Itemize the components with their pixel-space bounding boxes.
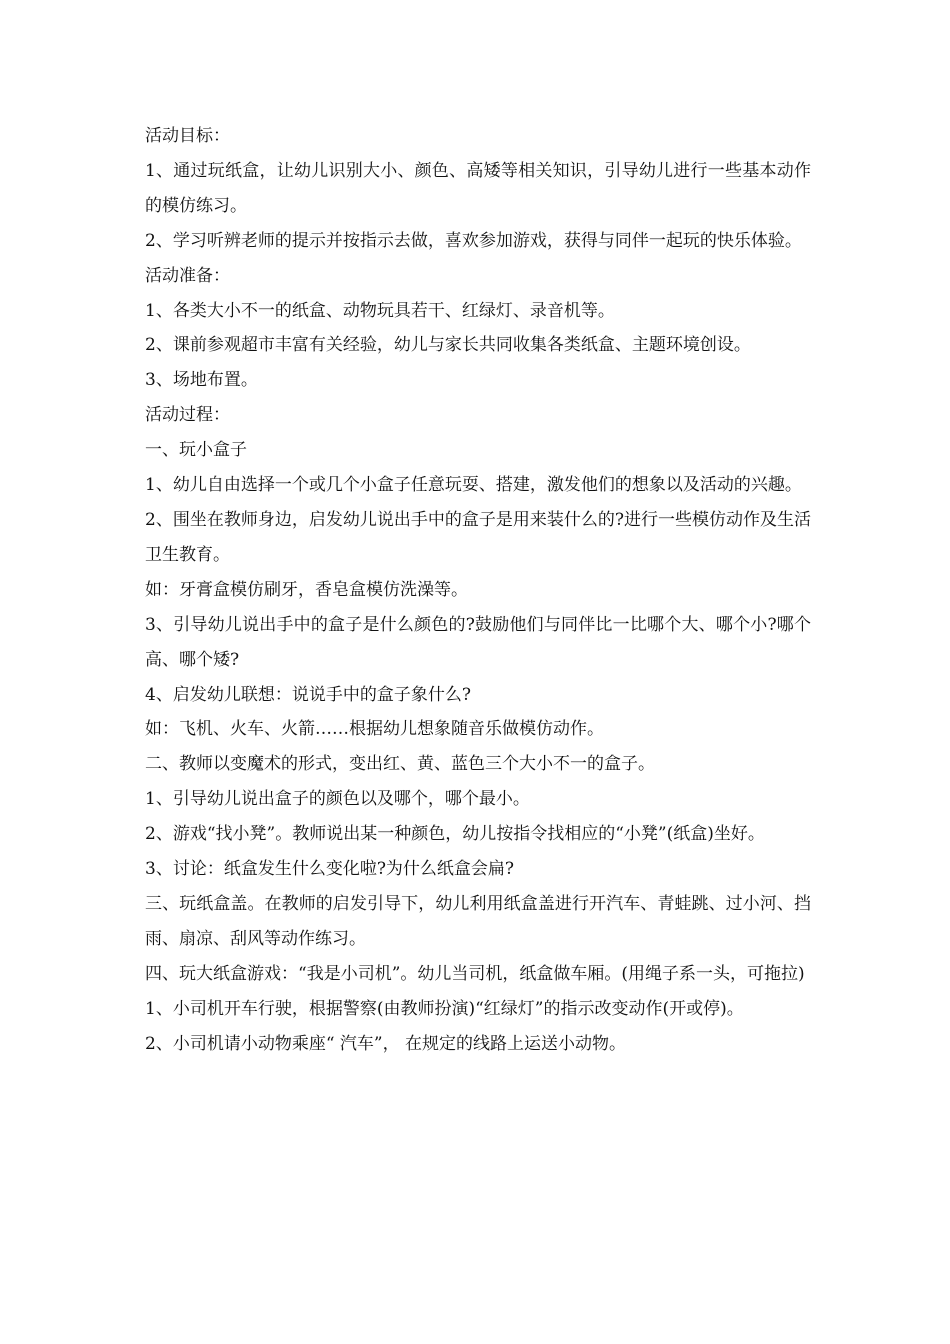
- paragraph: 2、小司机请小动物乘座“ 汽车”， 在规定的线路上运送小动物。: [145, 1033, 627, 1054]
- paragraph: 1、小司机开车行驶，根据警察(由教师扮演)“红绿灯”的指示改变动作(开或停)。: [145, 998, 744, 1019]
- paragraph: 3、讨论：纸盒发生什么变化啦?为什么纸盒会扁?: [145, 859, 515, 880]
- section-heading-goals: 活动目标：: [145, 126, 230, 146]
- paragraph: 3、引导幼儿说出手中的盒子是什么颜色的?鼓励他们与同伴比一比哪个大、哪个小?哪个高、哪个矮?: [145, 614, 811, 670]
- paragraph: 如：牙膏盒模仿刷牙，香皂盒模仿洗澡等。: [145, 579, 468, 600]
- paragraph: 2、游戏“找小凳”。教师说出某一种颜色，幼儿按指令找相应的“小凳”(纸盒)坐好。: [145, 824, 765, 845]
- paragraph: 1、引导幼儿说出盒子的颜色以及哪个，哪个最小。: [145, 789, 530, 810]
- sub-heading: 二、教师以变魔术的形式，变出红、黄、蓝色三个大小不一的盒子。: [145, 754, 655, 775]
- paragraph: 如：飞机、火车、火箭……根据幼儿想象随音乐做模仿动作。: [145, 719, 604, 740]
- paragraph: 3、场地布置。: [145, 370, 258, 391]
- section-heading-process: 活动过程：: [145, 405, 230, 426]
- paragraph: 2、围坐在教师身边，启发幼儿说出手中的盒子是用来装什么的?进行一些模仿动作及生活卫生教育。: [145, 509, 811, 565]
- paragraph: 2、学习听辨老师的提示并按指示去做，喜欢参加游戏，获得与同伴一起玩的快乐体验。: [145, 230, 802, 251]
- sub-heading: 四、玩大纸盒游戏：“我是小司机”。幼儿当司机，纸盒做车厢。(用绳子系一头，可拖拉): [145, 963, 805, 984]
- paragraph: 1、通过玩纸盒，让幼儿识别大小、颜色、高矮等相关知识，引导幼儿进行一些基本动作的模仿练习。: [145, 160, 811, 216]
- paragraph: 4、启发幼儿联想：说说手中的盒子象什么?: [145, 684, 471, 705]
- sub-heading: 三、玩纸盒盖。在教师的启发引导下，幼儿利用纸盒盖进行开汽车、青蛙跳、过小河、挡雨、扇凉、刮风等动作练习。: [145, 893, 811, 949]
- paragraph: 1、各类大小不一的纸盒、动物玩具若干、红绿灯、录音机等。: [145, 300, 615, 321]
- paragraph: 1、幼儿自由选择一个或几个小盒子任意玩耍、搭建，激发他们的想象以及活动的兴趣。: [145, 475, 802, 496]
- paragraph: 2、课前参观超市丰富有关经验，幼儿与家长共同收集各类纸盒、主题环境创设。: [145, 335, 751, 356]
- document-body: [145, 119, 811, 1061]
- section-heading-preparation: 活动准备：: [145, 265, 230, 286]
- sub-heading: 一、玩小盒子: [145, 440, 247, 461]
